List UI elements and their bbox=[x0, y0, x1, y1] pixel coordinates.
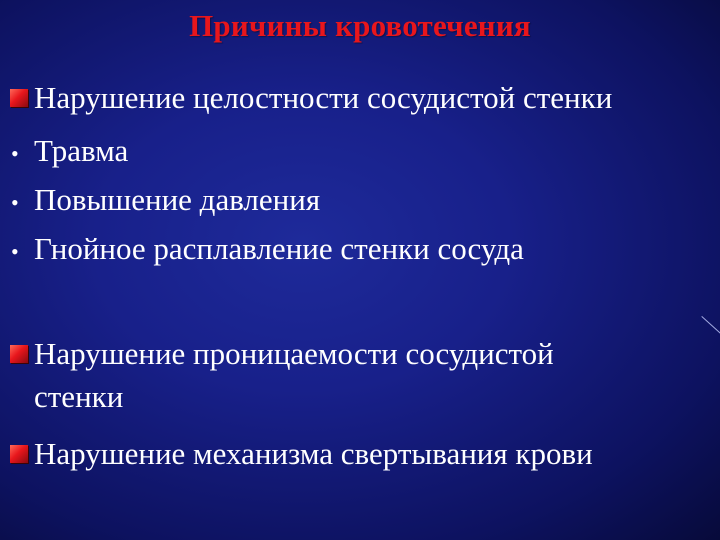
round-bullet-icon: • bbox=[11, 141, 19, 166]
list-item-continuation: стенки bbox=[34, 379, 124, 414]
list-item: Нарушение механизма свертывания крови bbox=[34, 436, 593, 471]
red-square-bullet-icon bbox=[10, 445, 28, 463]
list-item: Нарушение проницаемости сосудистой bbox=[34, 336, 554, 371]
list-item: Травма bbox=[34, 133, 129, 168]
red-square-bullet-icon bbox=[10, 89, 28, 107]
red-square-bullet-icon bbox=[10, 345, 28, 363]
round-bullet-icon: • bbox=[11, 239, 19, 264]
decorative-line bbox=[701, 316, 720, 335]
list-item: Гнойное расплавление стенки сосуда bbox=[34, 231, 524, 266]
round-bullet-icon: • bbox=[11, 190, 19, 215]
slide-title: Причины кровотечения bbox=[189, 8, 531, 43]
list-item: Нарушение целостности сосудистой стенки bbox=[34, 80, 613, 115]
list-item: Повышение давления bbox=[34, 182, 321, 217]
